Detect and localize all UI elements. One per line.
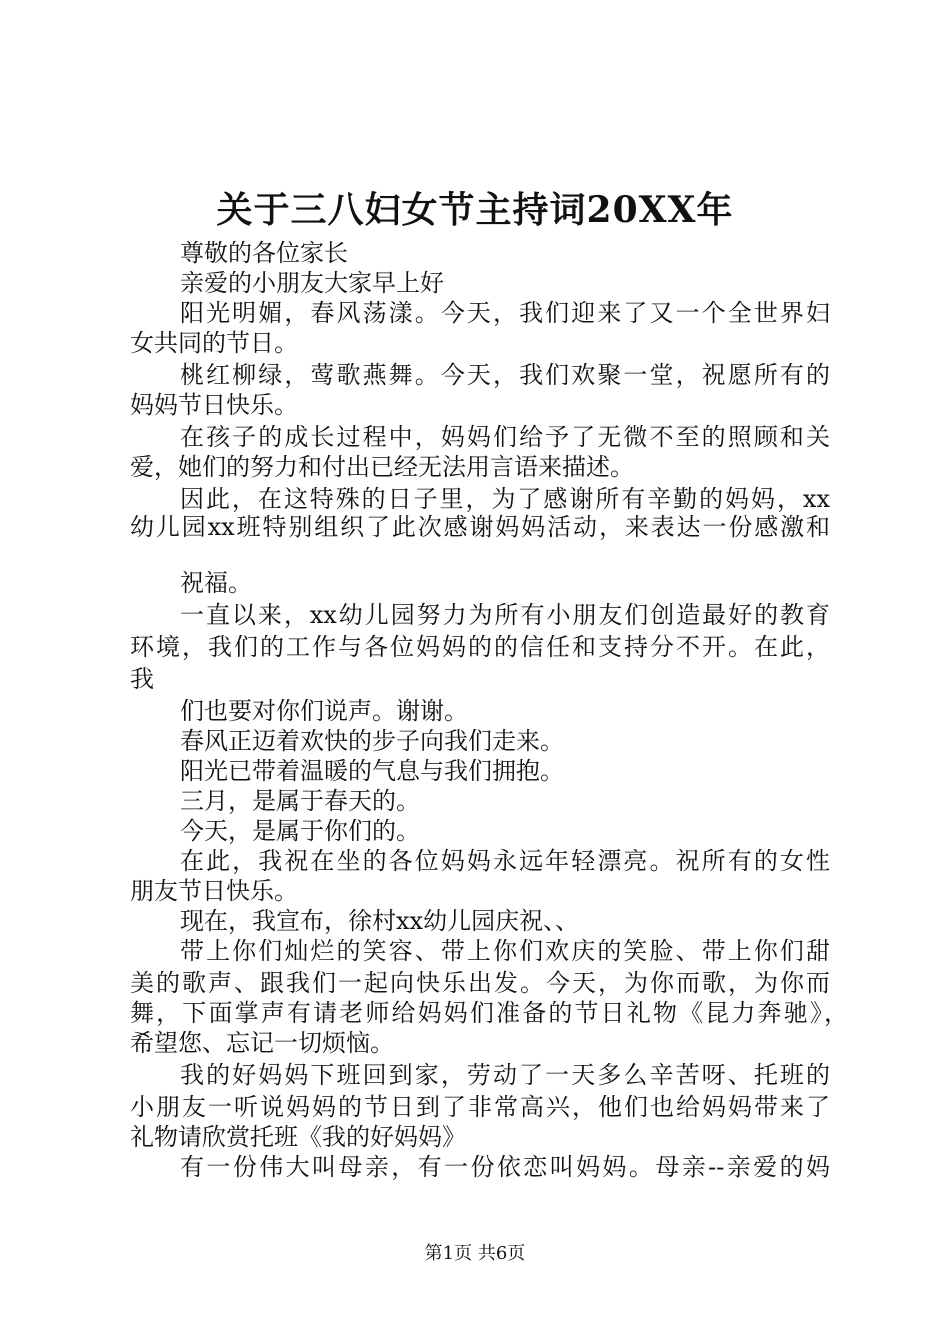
paragraph-line: 三月，是属于春天的。	[180, 787, 420, 815]
paragraph-line: 一直以来，xx幼儿园努力为所有小朋友们创造最好的教育	[180, 601, 830, 629]
document-title: 关于三八妇女节主持词20XX年	[216, 189, 734, 231]
paragraph-line: 女共同的节日。	[130, 329, 298, 357]
paragraph-line: 小朋友一听说妈妈的节日到了非常高兴，他们也给妈妈带来了	[130, 1093, 830, 1121]
paragraph-line: 环境，我们的工作与各位妈妈的的信任和支持分不开。在此，	[130, 633, 830, 661]
paragraph-line: 在孩子的成长过程中，妈妈们给予了无微不至的照顾和关	[180, 423, 830, 451]
greeting-line: 亲爱的小朋友大家早上好	[180, 269, 444, 297]
paragraph-line: 在此，我祝在坐的各位妈妈永远年轻漂亮。祝所有的女性	[180, 847, 830, 875]
paragraph-line: 桃红柳绿，莺歌燕舞。今天，我们欢聚一堂，祝愿所有的	[180, 361, 830, 389]
paragraph-line: 现在，我宣布，徐村xx幼儿园庆祝、、	[180, 907, 580, 935]
paragraph-line: 妈妈节日快乐。	[130, 391, 298, 419]
paragraph-line: 阳光已带着温暖的气息与我们拥抱。	[180, 757, 564, 785]
paragraph-line: 春风正迈着欢快的步子向我们走来。	[180, 727, 564, 755]
paragraph-line: 阳光明媚，春风荡漾。今天，我们迎来了又一个全世界妇	[180, 299, 830, 327]
paragraph-line: 希望您、忘记一切烦恼。	[130, 1029, 394, 1057]
paragraph-line: 幼儿园xx班特别组织了此次感谢妈妈活动，来表达一份感激和	[130, 513, 830, 541]
paragraph-line: 今天，是属于你们的。	[180, 817, 420, 845]
paragraph-line: 带上你们灿烂的笑容、带上你们欢庆的笑脸、带上你们甜	[180, 937, 830, 965]
paragraph-line: 祝福。	[180, 569, 252, 597]
page-footer: 第1页 共6页	[424, 1243, 526, 1264]
paragraph-line: 因此，在这特殊的日子里，为了感谢所有辛勤的妈妈，xx	[180, 485, 830, 513]
paragraph-line: 我	[130, 665, 154, 693]
greeting-line: 尊敬的各位家长	[180, 239, 348, 267]
paragraph-line: 们也要对你们说声。谢谢。	[180, 697, 468, 725]
paragraph-line: 舞，下面掌声有请老师给妈妈们准备的节日礼物《昆力奔驰》，	[130, 999, 848, 1027]
paragraph-line: 有一份伟大叫母亲，有一份依恋叫妈妈。母亲--亲爱的妈	[180, 1153, 830, 1181]
paragraph-line: 爱，她们的努力和付出已经无法用言语来描述。	[130, 453, 634, 481]
paragraph-line: 朋友节日快乐。	[130, 877, 298, 905]
paragraph-line: 美的歌声、跟我们一起向快乐出发。今天，为你而歌，为你而	[130, 969, 830, 997]
paragraph-line: 礼物请欣赏托班《我的好妈妈》	[130, 1123, 466, 1151]
paragraph-line: 我的好妈妈下班回到家，劳动了一天多么辛苦呀、托班的	[180, 1061, 830, 1089]
